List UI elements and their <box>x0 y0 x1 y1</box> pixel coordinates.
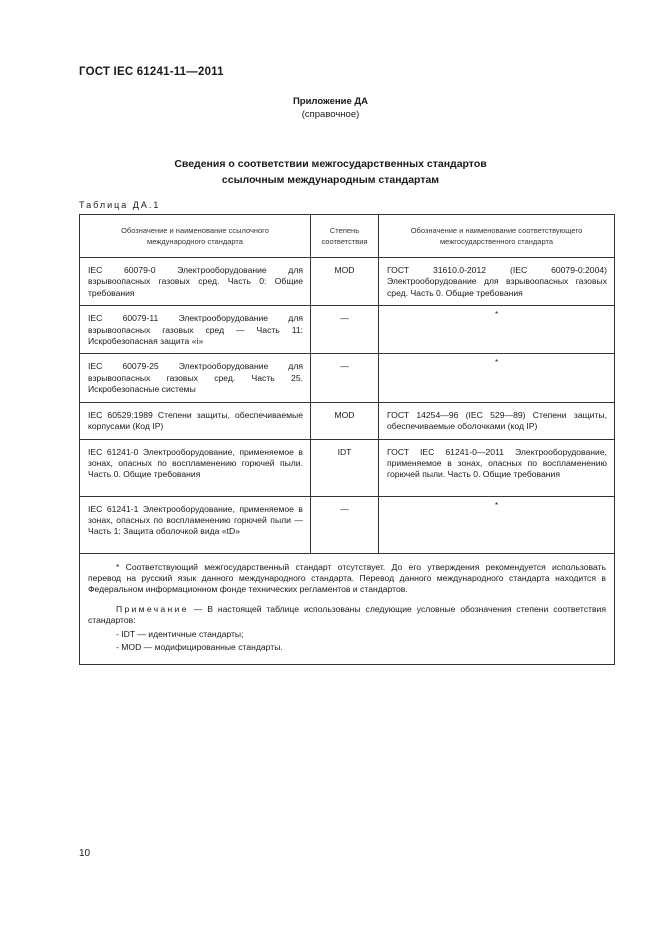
table-row <box>80 439 615 496</box>
intl-standard-cell: IEC 61241-1 Электрооборудование, применяемое в зонах, опасных по воспламенению горючей пыли — Часть 1: Защита оболочкой вида «tD» <box>88 503 303 537</box>
note-item-idt: - IDT — идентичные стандарты; <box>116 628 244 639</box>
document-title-line-2: ссылочным международным стандартам <box>221 174 440 186</box>
national-standard-cell: ГОСТ 14254—96 (IEC 529—89) Степени защиты, обеспечиваемые оболочками (код IP) <box>387 409 607 432</box>
table-notes-row <box>80 553 615 664</box>
degree-cell: — <box>340 313 349 324</box>
table-note <box>88 604 606 627</box>
table-row <box>80 306 615 354</box>
table-row <box>80 402 615 439</box>
intl-standard-cell: IEC 60529:1989 Степени защиты, обеспечиваемые корпусами (Код IP) <box>88 409 303 432</box>
table-footnote: * Соответствующий межгосударственный стандарт отсутствует. До его утверждения рекомендуется использовать перевод на русский язык данного международного стандарта. Перевод данного международного стандарта находится в Федеральном информационном фонде технических регламентов и стандартов. <box>88 561 606 595</box>
intl-standard-cell: IEC 60079-25 Электрооборудование для взрывоопасных газовых сред. Часть 25. Искробезопасные системы <box>88 361 303 395</box>
national-standard-cell: ГОСТ 31610.0-2012 (IEC 60079-0:2004) Электрооборудование для взрывоопасных газовых сред. Часть 0. Общие требования <box>387 265 607 298</box>
table-row <box>80 496 615 553</box>
intl-standard-cell: IEC 61241-0 Электрооборудование, применяемое в зонах, опасных по воспламенению горючей пыли. Часть 0. Общие требования <box>88 446 303 480</box>
intl-standard-cell: IEC 60079-0 Электрооборудование для взрывоопасных газовых сред. Часть 0: Общие требования <box>88 265 303 298</box>
table-row <box>80 354 615 402</box>
degree-cell: — <box>340 361 349 372</box>
note-label: Примечание <box>116 603 189 614</box>
national-standard-cell: * <box>494 310 499 320</box>
degree-cell: MOD <box>334 409 355 420</box>
annex-subtitle: (справочное) <box>301 109 360 120</box>
national-standard-cell: * <box>494 358 499 368</box>
degree-cell: MOD <box>334 265 355 275</box>
standard-code: ГОСТ IEC 61241-11—2011 <box>79 66 224 78</box>
note-item-mod: - MOD — модифицированные стандарты. <box>116 642 283 653</box>
page-number: 10 <box>79 848 91 859</box>
correspondence-table <box>79 214 615 665</box>
header-degree: Степень соответствия <box>311 215 379 258</box>
national-standard-cell: * <box>494 500 499 510</box>
annex-title: Приложение ДА <box>292 96 369 107</box>
document-title-line-1: Сведения о соответствии межгосударственных стандартов <box>174 158 487 170</box>
national-standard-cell: ГОСТ IEC 61241-0—2011 Электрооборудование, применяемое в зонах, опасных по воспламенению горючей пыли. Часть 0. Общие требования <box>387 446 607 480</box>
header-national-standard: Обозначение и наименование соответствующего межгосударственного стандарта <box>379 215 615 258</box>
degree-cell: — <box>340 503 349 514</box>
degree-cell: IDT <box>337 446 352 457</box>
intl-standard-cell: IEC 60079-11 Электрооборудование для взрывоопасных газовых сред — Часть 11: Искробезопасная защита «i» <box>88 313 303 347</box>
note-text: — В настоящей таблице использованы следующие условные обозначения степени соответствия стандартов: <box>88 603 606 626</box>
table-header-row <box>80 215 615 258</box>
table-caption: Таблица ДА.1 <box>79 200 161 210</box>
header-intl-standard: Обозначение и наименование ссылочного международного стандарта <box>80 215 311 258</box>
table-notes <box>80 554 614 664</box>
table-row <box>80 258 615 306</box>
